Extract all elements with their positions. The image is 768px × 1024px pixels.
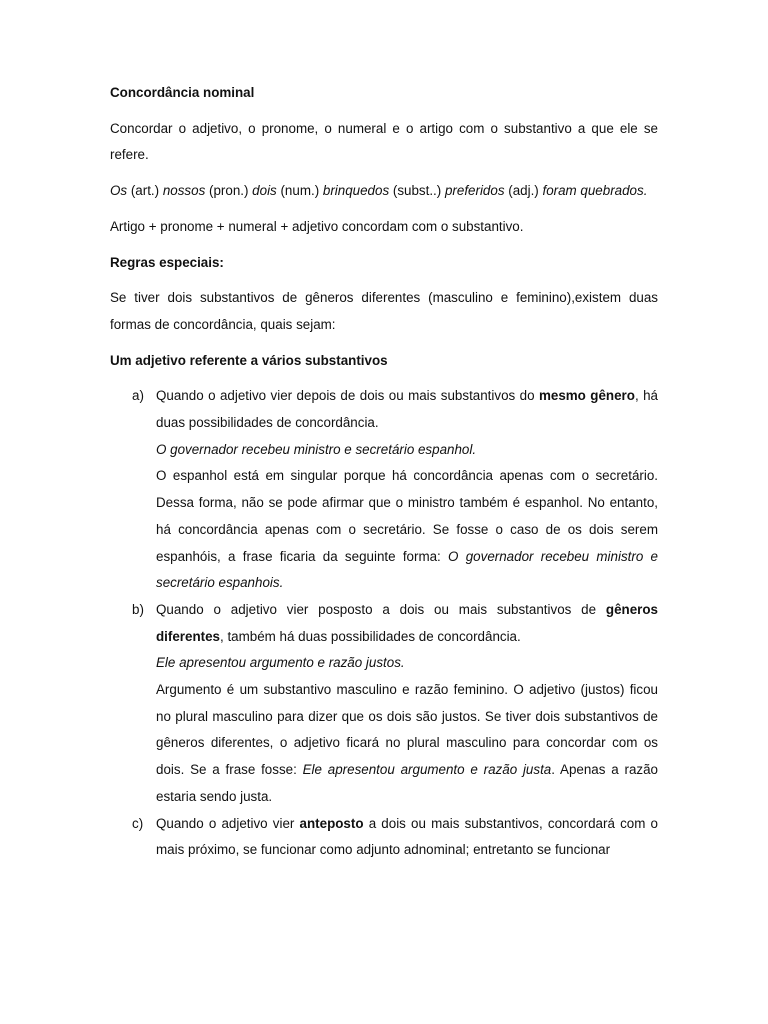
definition-paragraph: Concordar o adjetivo, o pronome, o numeral e o artigo com o substantivo a que ele se refere. [110, 120, 658, 163]
example-tag-pron: (pron.) [205, 183, 253, 199]
item-explanation-text: Argumento é um substantivo masculino e razão feminino. O adjetivo (justos) ficou no plural masculino para dizer que os dois são justos. Se tiver dois substantivos de gêneros diferentes, o adjetivo ficará no plural masculino para concordar com os dois. Se a frase fosse: [156, 682, 658, 778]
genders-paragraph: Se tiver dois substantivos de gêneros diferentes (masculino e feminino),existem duas formas de concordância, quais sejam: [110, 290, 658, 332]
item-intro-text: , há duas possibilidades de concordância. [156, 388, 658, 431]
item-intro-text: Quando o adjetivo vier depois de dois ou mais substantivos do [156, 388, 539, 404]
example-tag-art: (art.) [127, 183, 163, 199]
example-word-dois: dois [252, 183, 277, 199]
list-marker: c) [132, 815, 144, 831]
item-intro-bold: mesmo gênero [538, 388, 635, 404]
item-intro-text: Quando o adjetivo vier [156, 815, 300, 831]
item-explanation [156, 463, 658, 597]
item-explanation-text: O espanhol está em singular porque há concordância apenas com o secretário. Dessa forma, não se pode afirmar que o ministro também é espanhol. No entanto, há concordância apenas com o secretário. Se fosse o caso de os dois serem espanhóis, a frase ficaria da seguinte forma: [156, 468, 658, 564]
item-intro-text: , também há duas possibilidades de concordância. [220, 628, 521, 644]
rules-list [110, 383, 658, 864]
example-sentence [110, 178, 658, 205]
example-word-foram: foram quebrados. [542, 183, 648, 199]
example-tag-subst: (subst..) [389, 183, 445, 199]
example-tag-num: (num.) [276, 183, 323, 199]
example-word-nossos: nossos [162, 183, 206, 199]
item-intro-text: Quando o adjetivo vier posposto a dois ou mais substantivos de [156, 601, 606, 617]
list-item [110, 811, 658, 864]
list-item [110, 597, 658, 811]
item-intro-bold: gêneros diferentes [156, 601, 658, 644]
list-item [110, 383, 658, 597]
item-intro-text: a dois ou mais substantivos, concordará com o mais próximo, se funcionar como adjunto adnominal; entretanto se funcionar [156, 815, 658, 858]
item-intro-bold: anteposto [299, 815, 364, 831]
list-marker: a) [132, 388, 144, 404]
document-title: Concordância nominal [110, 85, 255, 100]
list-marker: b) [132, 601, 144, 617]
item-intro [156, 811, 658, 864]
item-explanation-italic: O governador recebeu ministro e secretário espanhois. [156, 548, 658, 591]
item-example: Ele apresentou argumento e razão justos. [156, 655, 405, 671]
heading-um-adjetivo: Um adjetivo referente a vários substantivos [110, 352, 388, 368]
item-explanation-italic: Ele apresentou argumento e razão justa [302, 762, 552, 778]
document-page [110, 80, 658, 864]
item-example: O governador recebeu ministro e secretário espanhol. [156, 441, 477, 457]
item-explanation-text: . Apenas a razão estaria sendo justa. [156, 762, 658, 804]
example-word-os: Os [110, 183, 128, 199]
item-intro [156, 383, 658, 436]
example-word-brinquedos: brinquedos [322, 183, 390, 199]
rule-summary-paragraph: Artigo + pronome + numeral + adjetivo concordam com o substantivo. [110, 218, 524, 234]
example-word-preferidos: preferidos [444, 183, 505, 199]
heading-regras-especiais: Regras especiais: [110, 254, 224, 270]
item-explanation [156, 677, 658, 811]
item-intro [156, 597, 658, 650]
example-tag-adj: (adj.) [504, 183, 543, 199]
